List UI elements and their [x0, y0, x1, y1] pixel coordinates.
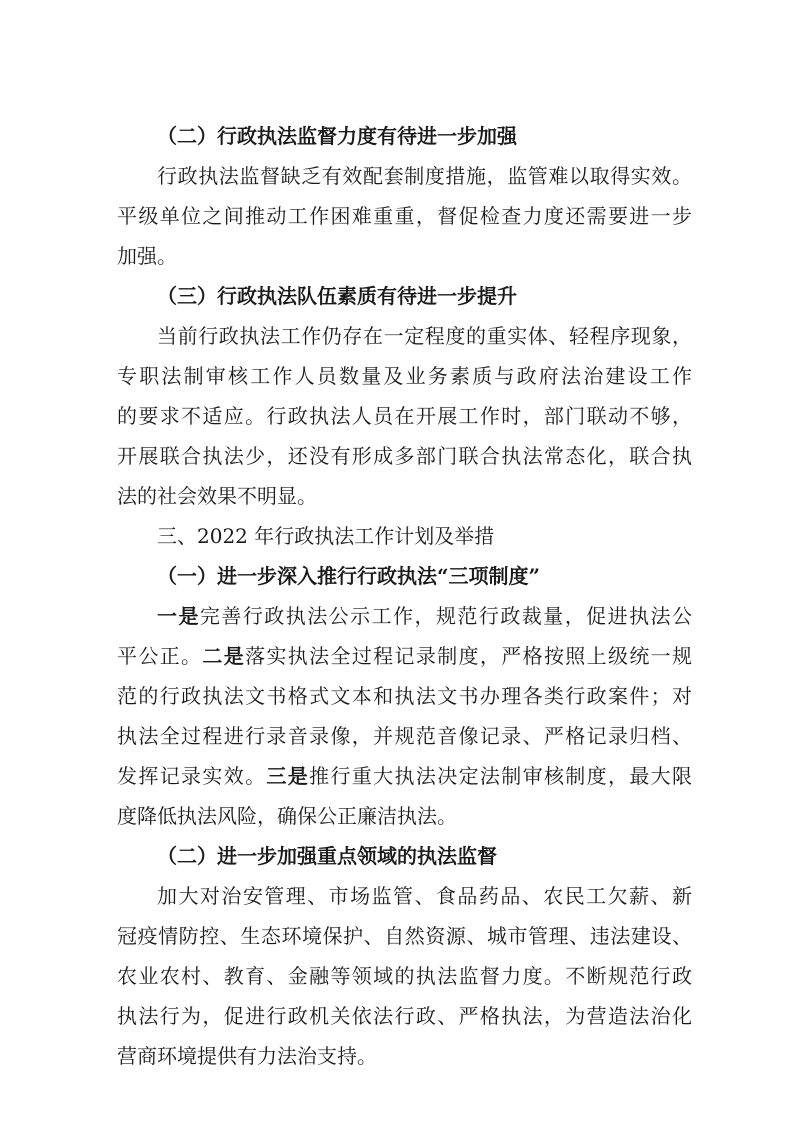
paragraph-line: 专职法制审核工作人员数量及业务素质与政府法治建设工作 — [117, 364, 692, 388]
paragraph-line: 加强。 — [117, 244, 177, 268]
paragraph-line: 执法全过程进行录音录像，并规范音像记录、严格记录归档、 — [117, 724, 692, 748]
paragraph-line — [117, 756, 692, 796]
text-run: 落实执法全过程记录制度，严格按照上级统一规 — [245, 644, 692, 668]
bold-marker: 三是 — [266, 764, 310, 788]
paragraph-line: 行政执法监督缺乏有效配套制度措施，监管难以取得实效。 — [157, 164, 692, 188]
paragraph-line: 开展联合执法少，还没有形成多部门联合执法常态化，联合执 — [117, 444, 692, 468]
bold-marker: 二是 — [202, 644, 246, 668]
section-heading-three-systems: （一）进一步深入推行行政执法“三项制度” — [157, 564, 541, 588]
section-heading-key-areas: （二）进一步加强重点领域的执法监督 — [157, 844, 497, 868]
text-run: 完善行政执法公示工作，规范行政裁量，促进执法公 — [199, 604, 692, 628]
paragraph-line: 平级单位之间推动工作困难重重，督促检查力度还需要进一步 — [117, 204, 692, 228]
paragraph-line: 的要求不适应。行政执法人员在开展工作时，部门联动不够， — [117, 404, 692, 428]
paragraph-line: 加大对治安管理、市场监管、食品药品、农民工欠薪、新 — [157, 884, 692, 908]
text-run: 平公正。 — [117, 644, 203, 668]
text-run: 推行重大执法决定法制审核制度，最大限 — [309, 764, 692, 788]
section-heading-team-quality: （三）行政执法队伍素质有待进一步提升 — [157, 284, 517, 308]
paragraph-line: 冠疫情防控、生态环境保护、自然资源、城市管理、违法建设、 — [117, 924, 692, 948]
paragraph-line: 执法行为，促进行政机关依法行政、严格执法，为营造法治化 — [117, 1004, 692, 1028]
paragraph-line: 营商环境提供有力法治支持。 — [117, 1044, 377, 1068]
paragraph-line — [157, 596, 692, 636]
paragraph-line: 范的行政执法文书格式文本和执法文书办理各类行政案件；对 — [117, 684, 692, 708]
text-run: 发挥记录实效。 — [117, 764, 267, 788]
paragraph-line: 法的社会效果不明显。 — [117, 484, 317, 508]
paragraph-line: 度降低执法风险，确保公正廉洁执法。 — [117, 804, 457, 828]
paragraph-line — [117, 636, 692, 676]
section-heading-supervision: （二）行政执法监督力度有待进一步加强 — [157, 124, 517, 148]
bold-marker: 一是 — [157, 604, 200, 628]
part-title-2022-plan: 三、2022 年行政执法工作计划及举措 — [157, 524, 495, 548]
paragraph-line: 农业农村、教育、金融等领域的执法监督力度。不断规范行政 — [117, 964, 692, 988]
paragraph-line: 当前行政执法工作仍存在一定程度的重实体、轻程序现象， — [157, 324, 692, 348]
